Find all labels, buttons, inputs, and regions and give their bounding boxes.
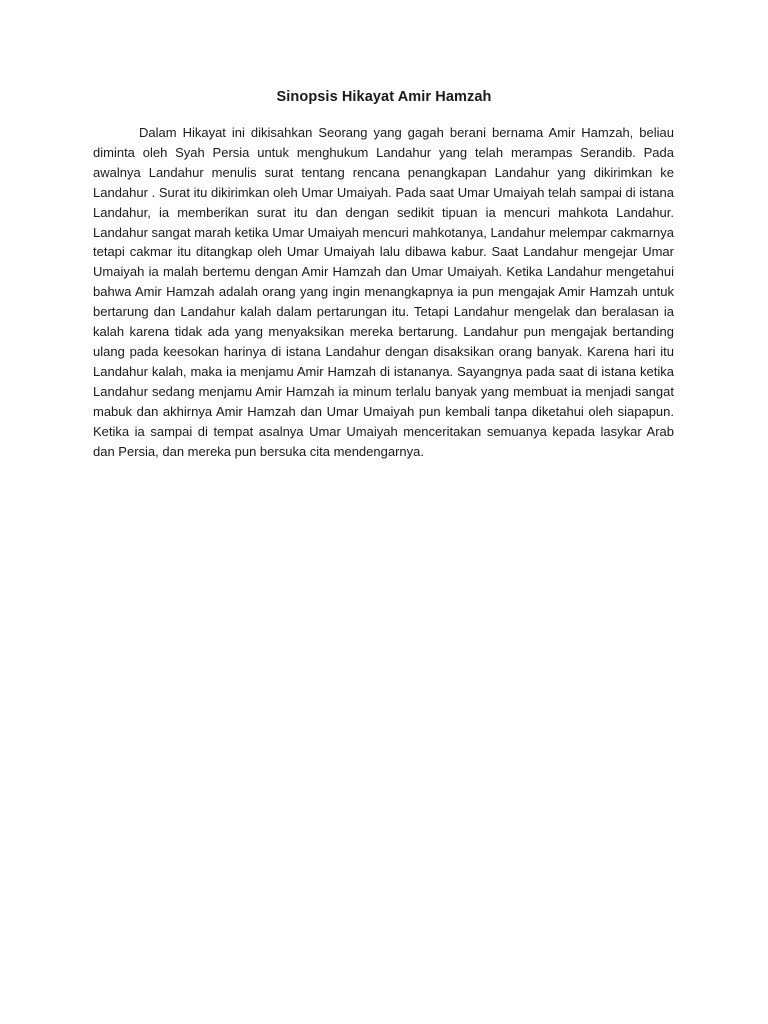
document-title: Sinopsis Hikayat Amir Hamzah: [276, 89, 492, 105]
document-paragraph: Dalam Hikayat ini dikisahkan Seorang yang gagah berani bernama Amir Hamzah, beliau diminta oleh Syah Persia untuk menghukum Landahur yang telah merampas Serandib. Pada awalnya Landahur menulis surat tentang rencana penangkapan Landahur yang dikirimkan ke Landahur . Surat itu dikirimkan oleh Umar Umaiyah. Pada saat Umar Umaiyah telah sampai di istana Landahur, ia memberikan surat itu dan dengan sedikit tipuan ia mencuri mahkota Landahur. Landahur sangat marah ketika Umar Umaiyah mencuri mahkotanya, Landahur melempar cakmarnya tetapi cakmar itu ditangkap oleh Umar Umaiyah lalu dibawa kabur. Saat Landahur mengejar Umar Umaiyah ia malah bertemu dengan Amir Hamzah dan Umar Umaiyah. Ketika Landahur mengetahui bahwa Amir Hamzah adalah orang yang ingin menangkapnya ia pun mengajak Amir Hamzah untuk bertarung dan Landahur kalah dalam pertarungan itu. Tetapi Landahur mengelak dan beralasan ia kalah karena tidak ada yang menyaksikan mereka bertarung. Landahur pun mengajak bertanding ulang pada keesokan harinya di istana Landahur dengan disaksikan orang banyak. Karena hari itu Landahur kalah, maka ia menjamu Amir Hamzah di istananya. Sayangnya pada saat di istana ketika Landahur sedang menjamu Amir Hamzah ia minum terlalu banyak yang membuat ia menjadi sangat mabuk dan akhirnya Amir Hamzah dan Umar Umaiyah pun kembali tanpa diketahui oleh siapapun. Ketika ia sampai di tempat asalnya Umar Umaiyah menceritakan semuanya kepada lasykar Arab dan Persia, dan mereka pun bersuka cita mendengarnya.: [93, 125, 674, 459]
